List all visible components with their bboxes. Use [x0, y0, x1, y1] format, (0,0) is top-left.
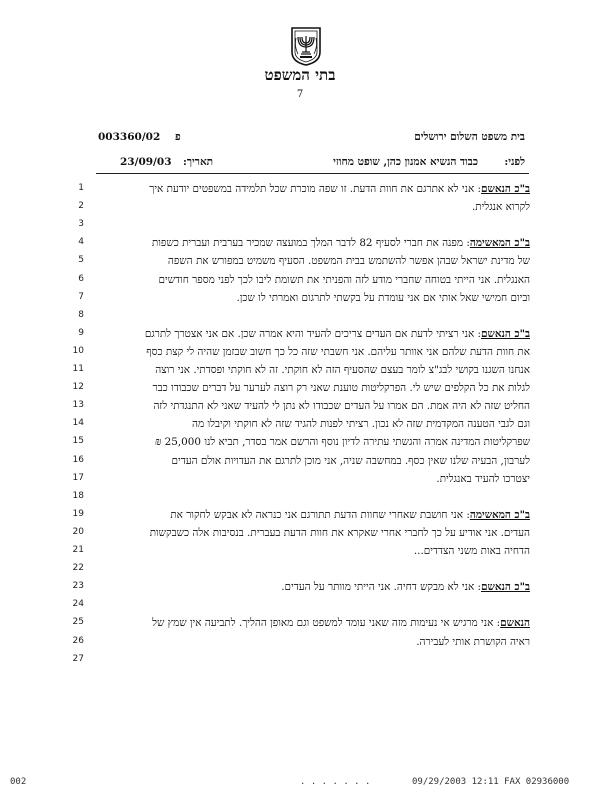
- transcript-line: [98, 580, 530, 594]
- line-text: : אני לא אתרגם את חוות הדעת. זו שפה מוכרת שכל תלמידה במשפטים יודעת איך: [149, 183, 481, 195]
- transcript-line: [98, 435, 530, 449]
- transcript-line: [98, 562, 530, 576]
- line-text: אנחנו השגנו בקושי לבג"צ לומר בעצם שהסעיף הזה לא חוקתי. זה לא חוקתי ופסדתי. אני רוצה: [155, 364, 530, 376]
- court-location: בית משפט השלום ירושלים: [414, 131, 525, 143]
- transcript-line: [98, 309, 530, 323]
- line-number: 4: [78, 237, 84, 247]
- transcript-line: [98, 200, 530, 214]
- speaker-label: ב"כ המאשימה: [469, 237, 530, 249]
- line-number: 21: [72, 545, 84, 555]
- line-number: 3: [78, 219, 84, 229]
- fax-page-number: 002: [10, 777, 27, 787]
- transcript-line: [98, 653, 530, 667]
- line-text: וביום חמישי שאל אותי אם אני עומדת על בקשתי לתרגום ואמרתי לו שכן.: [236, 292, 530, 304]
- line-number: 11: [72, 364, 84, 374]
- line-number: 16: [72, 455, 84, 465]
- line-number: 18: [72, 491, 84, 501]
- transcript-line: [98, 544, 530, 558]
- line-text: האנגלית. אני הייתי בטוחה שחברי מודע לזה והפניתי את תשומת ליבו לכך לפני מספר חודשים: [158, 274, 530, 286]
- line-number: 9: [78, 328, 84, 338]
- speaker-label: ב"כ הנאשם: [481, 581, 530, 593]
- line-text: : מפנה את חברי לסעיף 82 לדבר המלך במועצה שמכיר בערבית ועברית כשפות: [151, 237, 470, 249]
- line-number: 13: [72, 400, 84, 410]
- line-text: העדים. אני אודיע על כך לחברי אחרי שאקרא את חוות הדעת בעברית. בנסיבות אלה כשבקשות: [149, 527, 530, 539]
- transcript-line: [98, 490, 530, 504]
- line-text: שפרקליטות המדינה אמרה והגשתי עתירה לדיון נוסף והרשם אמר בסדר, תביא לנו 25,000 ₪: [155, 436, 530, 448]
- transcript-line: [98, 254, 530, 268]
- line-number: 22: [72, 563, 84, 573]
- line-text: החליט שזה לא היה אמת. הם אמרו על העדים שכבודו לא נתן לי להעיד שאני לא התנגדתי לזה: [153, 400, 530, 412]
- page-number: 7: [296, 89, 304, 100]
- line-text: את חוות הדעת שלהם אני אוותר עליהם. אני חשבתי שזה כל כך חשוב שבזמן שהיה לי קצת כסף: [146, 346, 530, 358]
- line-number: 24: [72, 599, 84, 609]
- fax-dots: . . . . . . .: [300, 777, 371, 787]
- line-number: 25: [72, 617, 84, 627]
- line-text: לגלות את כל הקלפים שיש לי. הפרקליטות טוענת שאני רק רוצה לערער על דברים שכבודו כבר: [152, 382, 530, 394]
- speaker-label: ב"כ הנאשם: [481, 183, 530, 195]
- case-number: 003360/02: [98, 131, 161, 143]
- line-number: 23: [72, 581, 84, 591]
- transcript-line: [98, 616, 530, 630]
- line-text: לערבון, הבעיה שלנו שאין כסף. במחשבה שניה, אני מוכן לתרגם את העדויות אולם העדים: [171, 455, 530, 467]
- line-number: 14: [72, 418, 84, 428]
- line-number: 6: [78, 274, 84, 284]
- line-text: של מדינת ישראל שבהן אפשר להשתמש בבית המשפט. הסעיף משמיט במפורש את השפה: [167, 255, 530, 267]
- line-text: : אני חושבת שאחרי שחוות הדעת תתורגם אני כנראה לא אבקש לחקור את: [170, 509, 470, 521]
- line-text: וגם לגבי הטענה המקדמית שזה לא נכון. רציתי לפנות להגיד שזה לא חוקתי וקיבלו מה: [192, 418, 530, 430]
- court-system-title: בתי המשפט: [264, 66, 336, 84]
- line-number: 2: [78, 201, 84, 211]
- line-text: לקרוא אנגלית.: [472, 201, 530, 213]
- line-number: 26: [72, 636, 84, 646]
- transcript-line: [98, 454, 530, 468]
- line-text: ראיה הקושרת אותי לעבירה.: [416, 636, 530, 648]
- speaker-label: הנאשם: [500, 617, 530, 629]
- transcript-line: [98, 218, 530, 232]
- line-text: : אני לא מבקש דחיה. אני הייתי מוותר על העדים.: [281, 581, 481, 593]
- date-label: תאריך:: [183, 156, 214, 168]
- transcript-line: [98, 635, 530, 649]
- fax-header-line: 09/29/2003 12:11 FAX 02936000: [412, 777, 570, 787]
- state-emblem-icon: [289, 26, 323, 66]
- line-number: 1: [78, 183, 84, 193]
- transcript-line: [98, 526, 530, 540]
- line-text: יצטרכו להעיד באנגלית.: [436, 473, 530, 485]
- header-divider: [96, 173, 529, 174]
- transcript-line: [98, 345, 530, 359]
- hearing-date: 23/09/03: [120, 156, 172, 168]
- line-number: 7: [78, 292, 84, 302]
- transcript-line: [98, 417, 530, 431]
- line-number: 17: [72, 473, 84, 483]
- transcript-line: [98, 363, 530, 377]
- transcript-line: [98, 381, 530, 395]
- line-text: : אני מרגיש אי נעימות מזה שאני עומד למשפט וגם מאופן ההליך. לתביעה אין שמץ של: [152, 617, 501, 629]
- line-text: הדחיה באות משני הצדדים...: [413, 545, 530, 557]
- line-number: 27: [72, 654, 84, 664]
- speaker-label: ב"כ הנאשם: [481, 328, 530, 340]
- case-label: פ: [175, 131, 181, 143]
- line-number: 10: [72, 346, 84, 356]
- judge-name: כבוד הנשיא אמנון כהן, שופט מחוזי: [333, 156, 478, 168]
- line-number: 19: [72, 509, 84, 519]
- transcript-line: [98, 291, 530, 305]
- line-number: 15: [72, 436, 84, 446]
- transcript-line: [98, 273, 530, 287]
- line-number: 8: [78, 310, 84, 320]
- transcript-line: [98, 399, 530, 413]
- line-number: 20: [72, 527, 84, 537]
- transcript-line: [98, 598, 530, 612]
- transcript-line: [98, 182, 530, 196]
- speaker-label: ב"כ המאשימה: [469, 509, 530, 521]
- line-number: 12: [72, 382, 84, 392]
- transcript-line: [98, 327, 530, 341]
- transcript-line: [98, 508, 530, 522]
- line-number: 5: [78, 255, 84, 265]
- transcript-line: [98, 472, 530, 486]
- line-text: : אני רציתי לדעת אם העדים צריכים להעיד והיא אמרה שכן. אם אני אצטרך לתרגם: [144, 328, 481, 340]
- before-label: לפני:: [504, 156, 525, 168]
- transcript-line: [98, 236, 530, 250]
